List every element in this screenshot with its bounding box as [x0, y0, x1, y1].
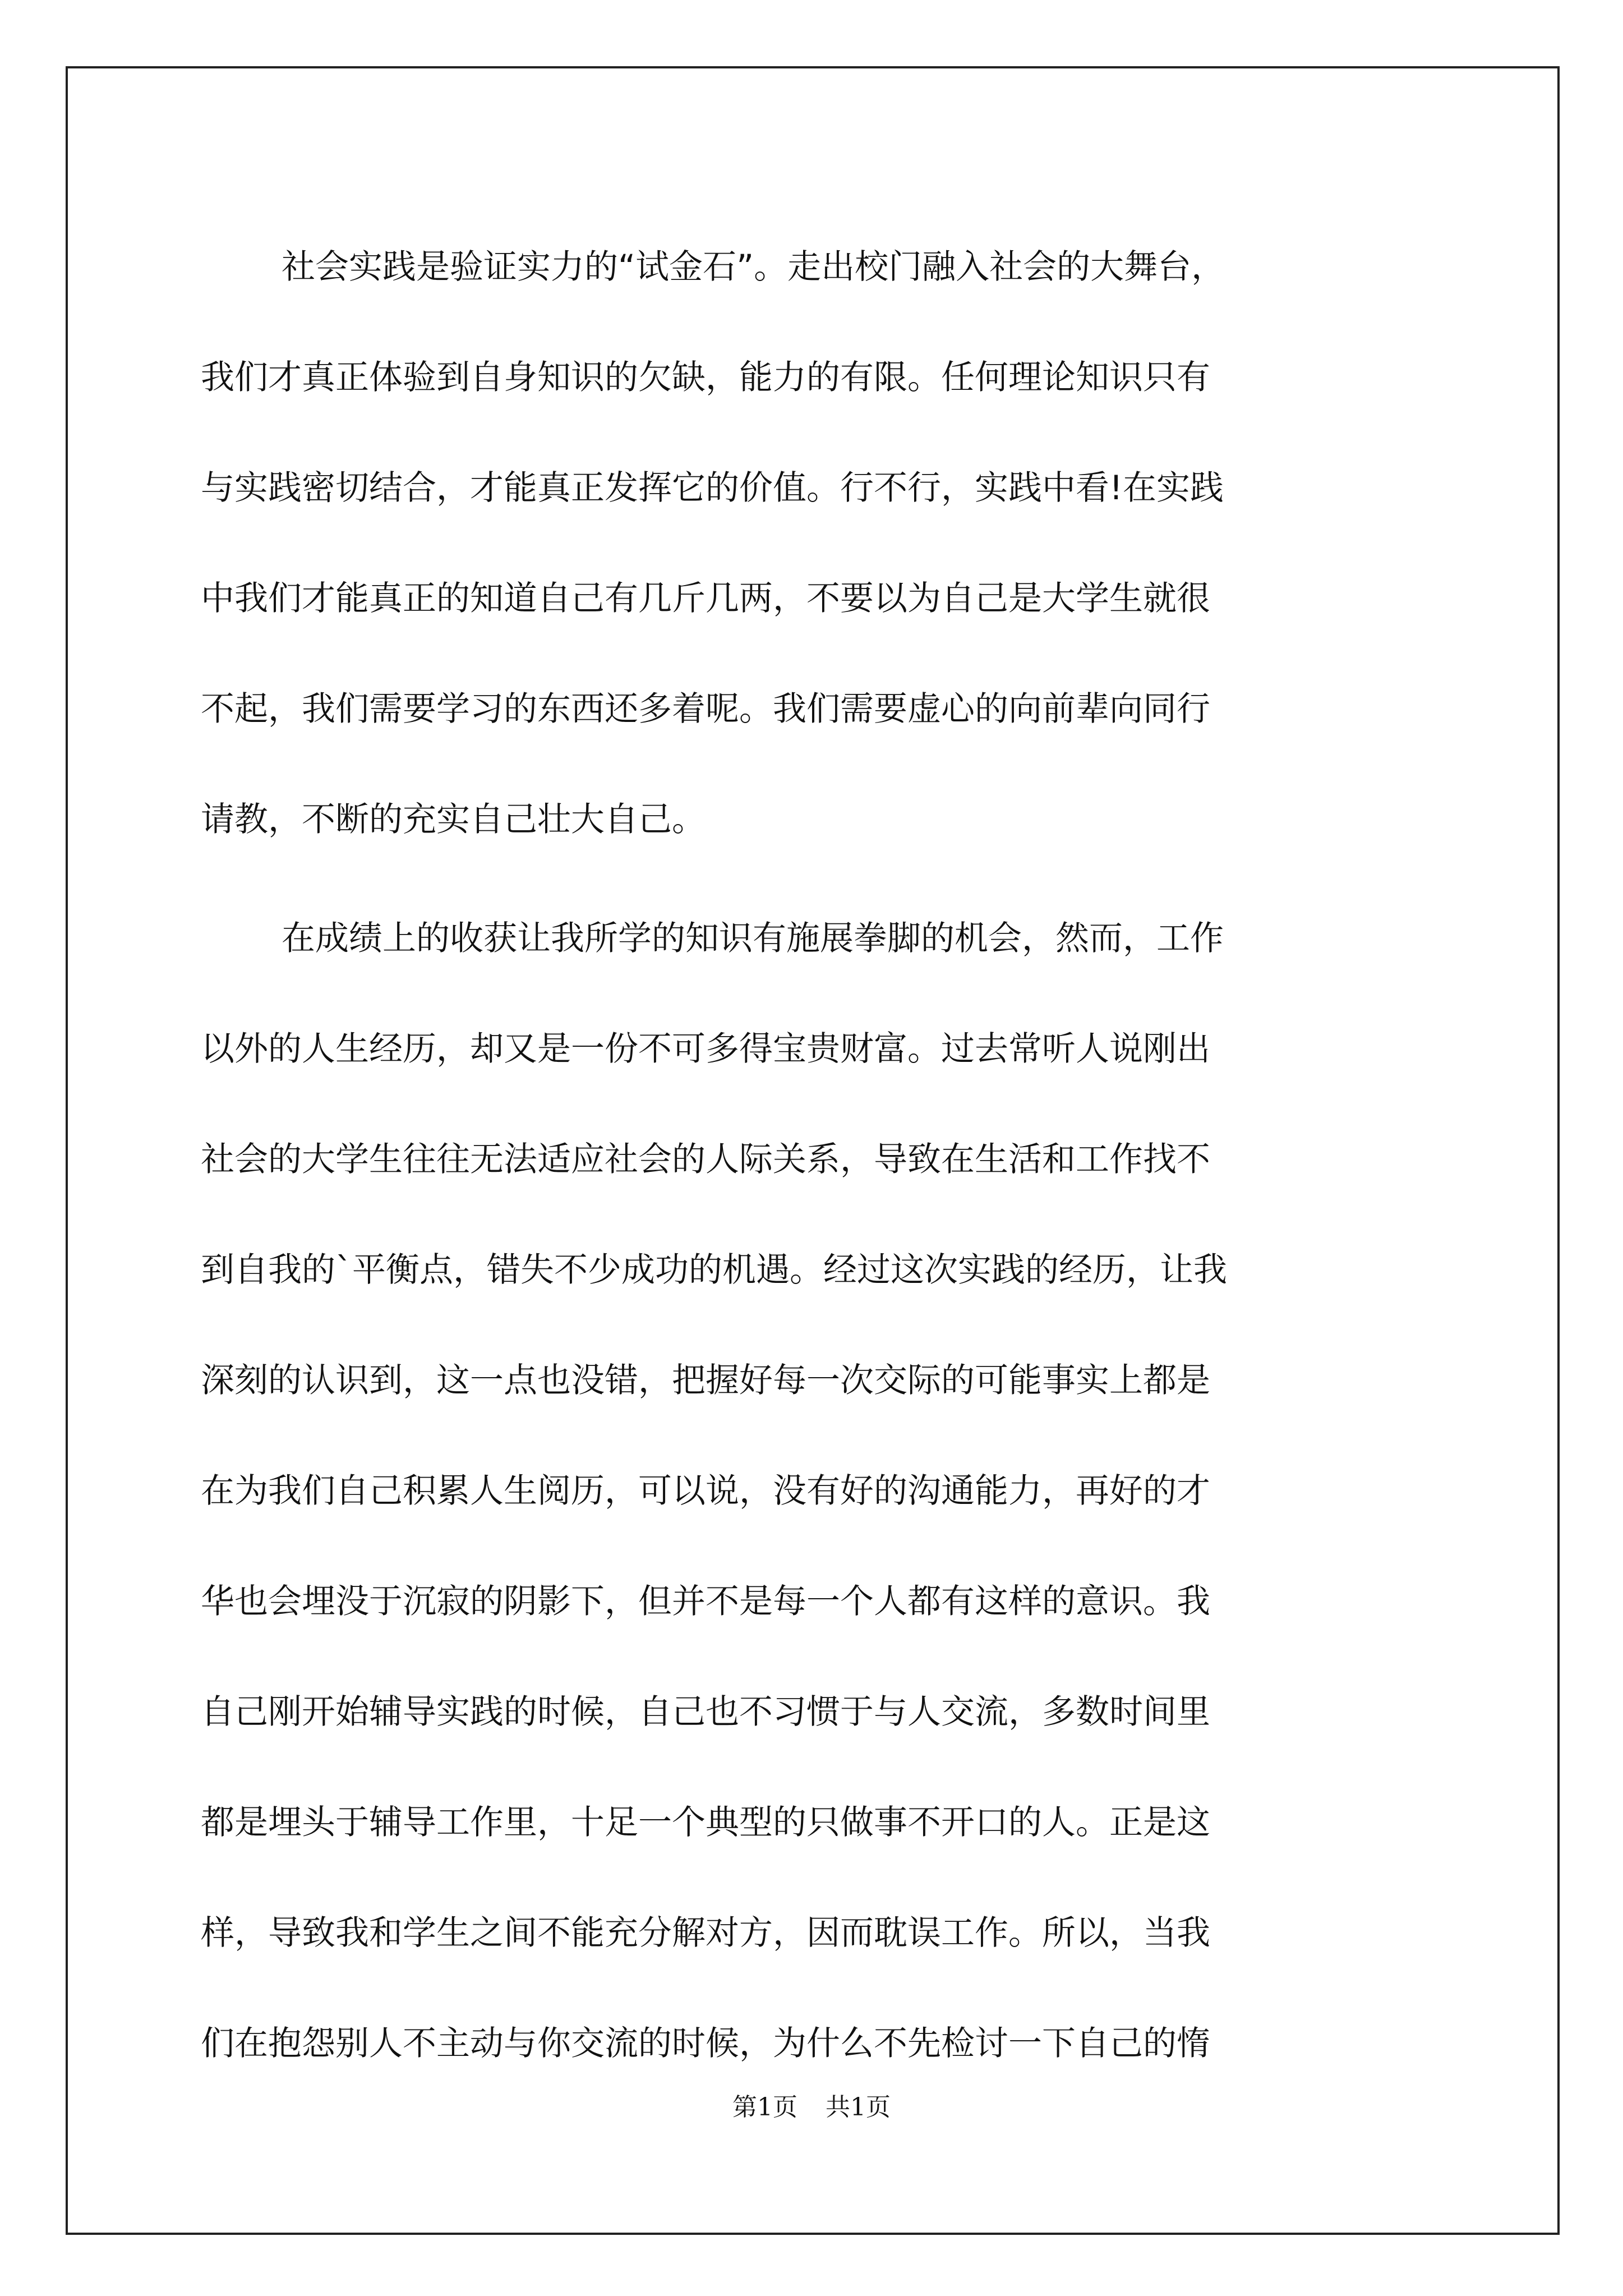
paragraph-2	[201, 884, 1423, 2099]
text-line: 在为我们自己积累人生阅历，可以说，没有好的沟通能力，再好的才	[201, 1471, 1210, 1511]
page-footer	[0, 2087, 1623, 2123]
document-body	[201, 212, 1423, 2099]
text-line: 以外的人生经历，却又是一份不可多得宝贵财富。过去常听人说刚出	[201, 1029, 1210, 1069]
paragraph-1	[201, 212, 1423, 875]
text-line: 们在抱怨别人不主动与你交流的时候，为什么不先检讨一下自己的惰	[201, 2024, 1210, 2063]
text-line: 与实践密切结合，才能真正发挥它的价值。行不行，实践中看!在实践	[201, 468, 1224, 508]
text-line: 华也会埋没于沉寂的阴影下，但并不是每一个人都有这样的意识。我	[201, 1582, 1210, 1621]
text-line: 不起，我们需要学习的东西还多着呢。我们需要虚心的向前辈向同行	[201, 689, 1210, 729]
text-line: 在成绩上的收获让我所学的知识有施展拳脚的机会，然而，工作	[282, 919, 1224, 958]
paragraph-gap	[201, 875, 1423, 884]
page-number: 第1页	[732, 2093, 797, 2122]
text-line: 都是埋头于辅导工作里，十足一个典型的只做事不开口的人。正是这	[201, 1803, 1210, 1842]
text-line: 样，导致我和学生之间不能充分解对方，因而耽误工作。所以，当我	[201, 1913, 1210, 1953]
text-line: 社会实践是验证实力的“试金石”。走出校门融入社会的大舞台，	[282, 247, 1225, 287]
text-line: 到自我的`平衡点，错失不少成功的机遇。经过这次实践的经历，让我	[201, 1250, 1227, 1290]
text-line: 深刻的认识到，这一点也没错，把握好每一次交际的可能事实上都是	[201, 1361, 1210, 1400]
text-line: 请教，不断的充实自己壮大自己。	[201, 800, 706, 839]
text-line: 我们才真正体验到自身知识的欠缺，能力的有限。任何理论知识只有	[201, 358, 1210, 397]
text-line: 社会的大学生往往无法适应社会的人际关系，导致在生活和工作找不	[201, 1140, 1210, 1179]
page-total: 共1页	[826, 2093, 891, 2122]
text-line: 中我们才能真正的知道自己有几斤几两，不要以为自己是大学生就很	[201, 579, 1210, 618]
text-line: 自己刚开始辅导实践的时候，自己也不习惯于与人交流，多数时间里	[201, 1692, 1210, 1732]
